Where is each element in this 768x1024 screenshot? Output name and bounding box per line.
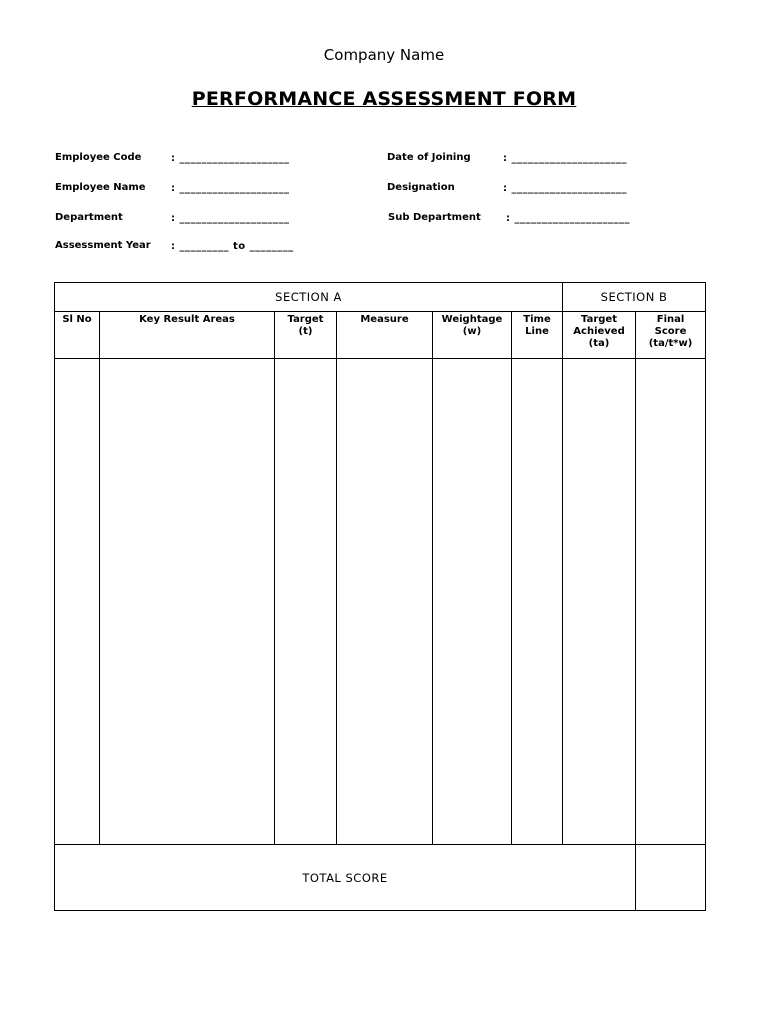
section-b-header: SECTION B: [563, 283, 706, 312]
total-score-label: TOTAL SCORE: [55, 845, 636, 911]
sub-department-field[interactable]: : _____________________: [506, 213, 630, 224]
total-score-value-cell[interactable]: [636, 845, 706, 911]
employee-code-label: Employee Code: [55, 152, 142, 163]
time-line-cell[interactable]: [512, 359, 563, 845]
col-sl-no-label: Sl No: [62, 314, 92, 325]
col-final-score: [636, 312, 706, 359]
company-name: Company Name: [323, 46, 445, 64]
measure-cell[interactable]: [337, 359, 433, 845]
col-target-line1: Target: [287, 314, 324, 325]
sl-no-cell[interactable]: [55, 359, 100, 845]
department-label: Department: [55, 212, 123, 223]
col-achieved-line1: Target: [581, 314, 617, 325]
date-of-joining-label: Date of Joining: [387, 152, 471, 163]
col-key-result-areas: [100, 312, 275, 359]
final-score-cell[interactable]: [636, 359, 706, 845]
col-measure: [337, 312, 433, 359]
employee-name-field[interactable]: : ____________________: [171, 183, 290, 194]
col-timeline-line1: Time: [523, 314, 551, 325]
kra-cell[interactable]: [100, 359, 275, 845]
assessment-table: [54, 282, 706, 911]
department-field[interactable]: : ____________________: [171, 213, 290, 224]
col-weightage-line2: (w): [462, 326, 482, 337]
col-target-line2: (t): [298, 326, 313, 337]
col-measure-label: Measure: [360, 314, 409, 325]
col-final-line1: Final: [656, 314, 685, 325]
designation-label: Designation: [387, 182, 455, 193]
assessment-year-field[interactable]: : _________ to ________: [171, 241, 294, 252]
col-achieved-line2: Achieved: [573, 326, 625, 337]
col-weightage: [433, 312, 512, 359]
col-time-line: [512, 312, 563, 359]
col-sl-no: [55, 312, 100, 359]
col-target: [275, 312, 337, 359]
col-achieved-line3: (ta): [588, 338, 610, 349]
assessment-year-label: Assessment Year: [55, 240, 151, 251]
employee-name-label: Employee Name: [55, 182, 146, 193]
col-final-line2: Score: [654, 326, 687, 337]
col-target-achieved: [563, 312, 636, 359]
target-achieved-cell[interactable]: [563, 359, 636, 845]
col-weightage-line1: Weightage: [441, 314, 503, 325]
col-kra-label: Key Result Areas: [139, 314, 235, 325]
weightage-cell[interactable]: [433, 359, 512, 845]
employee-code-field[interactable]: : ____________________: [171, 153, 290, 164]
date-of-joining-field[interactable]: : _____________________: [503, 153, 627, 164]
sub-department-label: Sub Department: [388, 212, 481, 223]
col-final-line3: (ta/t*w): [648, 338, 693, 349]
form-title: PERFORMANCE ASSESSMENT FORM: [191, 88, 577, 110]
target-cell[interactable]: [275, 359, 337, 845]
col-timeline-line2: Line: [525, 326, 549, 337]
section-a-header: SECTION A: [55, 283, 563, 312]
designation-field[interactable]: : _____________________: [503, 183, 627, 194]
